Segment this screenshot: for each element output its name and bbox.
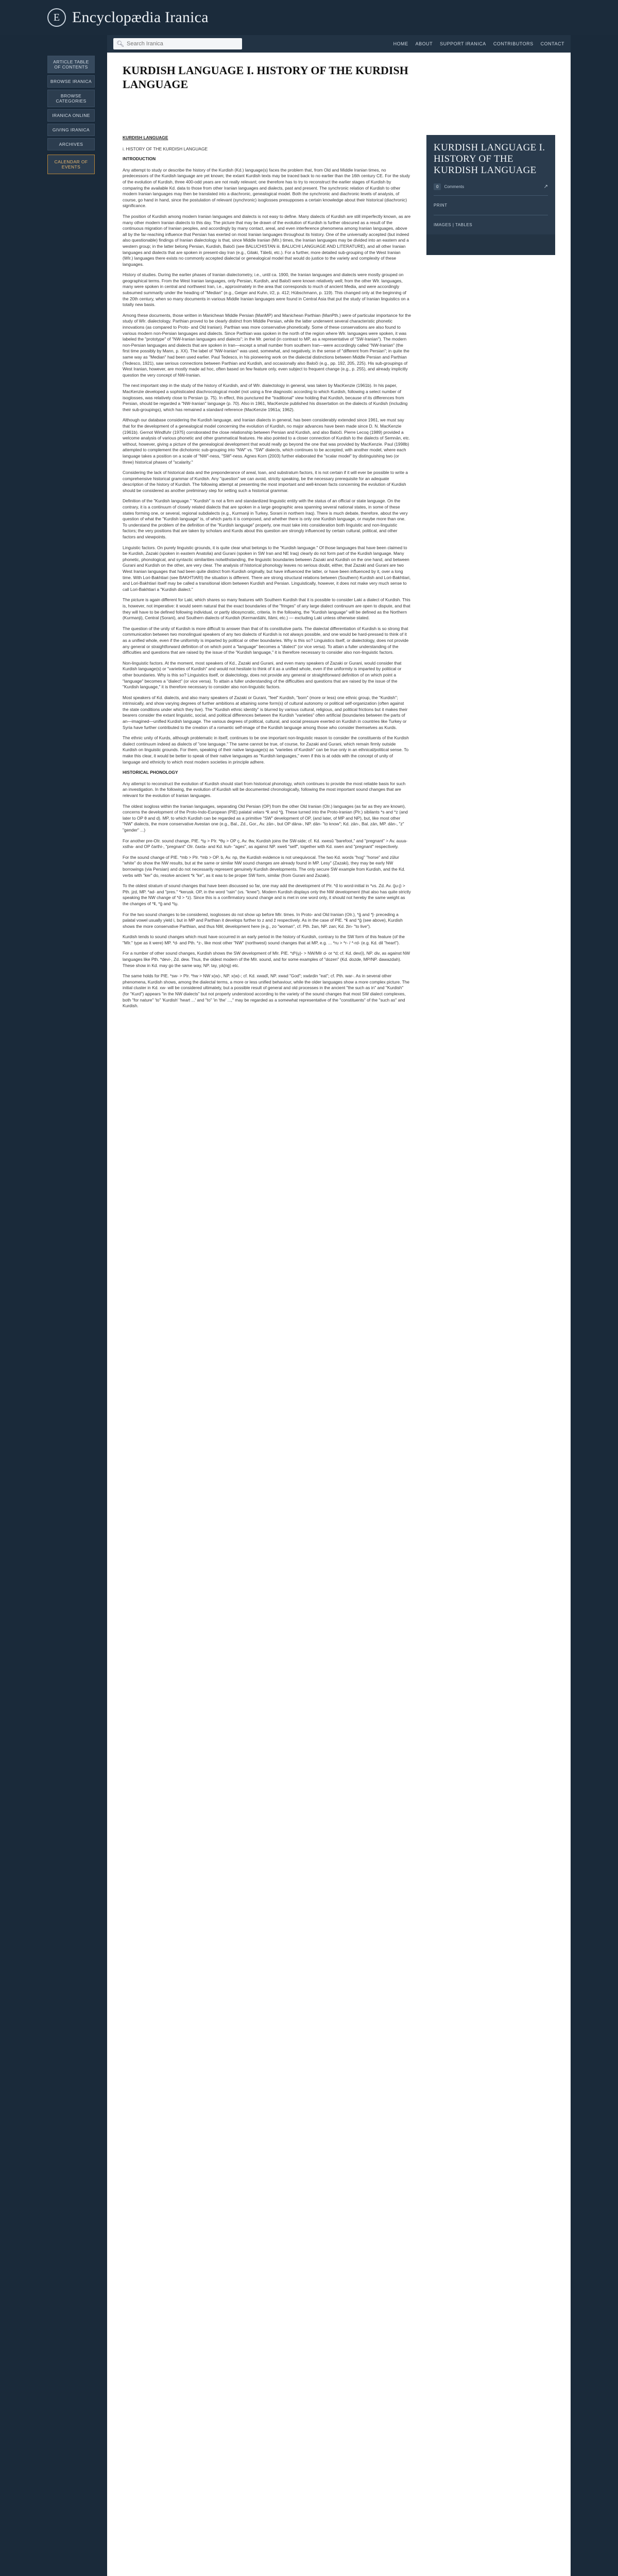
- article-paragraph: Among these documents, those written in Manichean Middle Persian (ManMP) and Manichean Parthian (ManPth.) were of particular importance for the study of WIr. dialectology. Parthian proved to be clearly distinct from Middle Persian, while the latter underwent several characteristic phonetic innovations (as compared to Proto- and Old Iranian). Parthian was more conservative phonetically. Some of these conservations are also found to various modern non-Persian languages and dialects. Since Parthian was spoken in the north of the region where WIr. languages were spoken, it was labeled the "prototype" of "NW-Iranian languages and dialects"; in the Mr. period (in contrast to MP, as a representative of "SW-Iranian"). The modern non-Persian languages and dialects that are spoken in Iran—except a small number from southern Iran—were accordingly called "NW-Iranian" (the first time possibly by Mann, p. XX). The label of "NW-Iranian" was used, somewhat, and negatively, in the sense of "different from Persian"; in quite the same way as "Median" had been used earlier. Paul Tedesco, in his pioneering work on the dialectal distinctions between Middle Persian and Parthian (Tedesco, 1921), saw serious connections between Parthian and Kurdish, and occasionally also Baloči (e.g., pp. 192, 205, 225). His sub-groupings of West Iranian, however, are mostly made ad hoc, often based on few feature only, even subject to frequent change (e.g., p. 255), and already implicitly question the very concept of NW-Iranian.: [123, 312, 411, 378]
- article-paragraph: The next important step in the study of the history of Kurdish, and of WIr. dialectology in general, was taken by MacKenzie (1961b). In his paper, MacKenzie developed a sophisticated diachrocological model (not using a fine diagnostic according to which Kurdish, following a select number of isoglosses, was relatively close to Persian (p. 75). In effect, this punctured the "traditional" view holding that Kurdish, because of its differences from Persian, should be regarded a "NW-Iranian" language (p. 70). Also in 1961, MacKenzie published his dissertation on the dialects of Kurdish (including their sub-groupings), which has remained a standard reference (MacKenzie 1961a; 1962).: [123, 383, 408, 412]
- article-paragraph: Non-linguistic factors. At the moment, most speakers of Kd., Zazaki and Gurani, and even many speakers of Zazaki or Gurani, would consider that Kurdish language(s) or "varieties of Kurdish" and would not hesitate to think of it as a unified whole, even if the uniformity is imparted by political or other boundaries. Why is this so? Linguistics itself, or dialectology, does not provide any general or straightforward definition of on which point a "language" becomes a "dialect" (or vice versa). To attain a fuller understanding of the difficulties and questions that are raised by the issue of the "Kurdish language," it is therefore necessary to consider also non-linguistic factors.: [123, 660, 402, 690]
- article-paragraph: Linguistic factors. On purely linguistic grounds, it is quite clear what belongs to the "Kurdish language." Of those languages that have been claimed to be Kurdish, Zazaki (spoken in eastern Anatolia) and Gurani (spoken in SW Iran and NE Iraq) clearly do not form part of the Kurdish language. Many phonetic, phonological, and syntactic similarities notwithstanding, the linguistic boundaries between Zazaki and Kurdish on the one hand, and between Gurani and Kurdish on the other, are very clear. The analysis of historical phonology leaves no serious doubt, either, that Zazaki and Gurani are two West Iranian languages that had been quite distinct from Kurdish originally, but have influenced the latter, or have been influenced by it, over a long time. With Lori-Bakhtiari (see BAKHTIARI) the situation is different. There are strong structural relations between (Southern) Kurdish and Lori-Bakhtiari, and Lori-Bakhtiari itself may be called a transitional idiom between Kurdish and Persian. Linguistically, however, it does not make very much sense to call Lori-Bakhtiari a "Kurdish dialect.": [123, 545, 411, 592]
- divider: [434, 195, 548, 196]
- left-sidebar: [47, 56, 95, 176]
- nav-link-contact[interactable]: CONTACT: [540, 41, 564, 46]
- article-paragraph: Kurdish tends to sound changes which must have occurred in an early period in the history of Kurdish, contrary to the SW form of this feature (of the "MIr." type as it were) MP. *d- and Pth. *z-, like most other "NW" (northwest) sound changes that at MP, e.g. ... *ru > *r- / *-rd- (e.g. Kd. dil "heart").: [123, 934, 405, 945]
- sidebar-item-archives[interactable]: ARCHIVES: [47, 138, 95, 150]
- article-paragraph: For another pre-OIr. sound change, PIE. *tu̯ > PIr. *θu̯ > OP ç, Av. θw, Kurdish joins the SW-side; cf. Kd. xwesû "barefoot," and "pregnant" > Av. auua- xstha- and OP čarthi-, "pregnant" OIr. čaxta- and Kd. kuh- "ages", as against NP. xweš "self", together with Kd. xwen and "pregnant" respectively.: [123, 838, 408, 850]
- nav-link-contributors[interactable]: CONTRIBUTORS: [493, 41, 534, 46]
- article-category-label[interactable]: KURDISH LANGUAGE: [123, 135, 168, 140]
- article-paragraph: Most speakers of Kd. dialects, and also many speakers of Zazaki or Gurani, "feel" Kurdish, "born" (more or less) one ethnic group, the "Kurdish"; intrinsically, and show varying degrees of further ambitions at attaining some form(s) of cultural autonomy or political self-organization (often against the state conditions under which they live). The "Kurdish ethnic identity" is blurred by various cultural, religious, and political frictions but it makes their bearers consider the extant linguistic, social, and political differences between the Kurdish "varieties" often artificial (boundaries between the parts of an—imagined—unified Kurdish language. The various degrees of political, cultural, and social pressure exerted on Kurdish in countries like Turkey or Syria have further contributed to the creation of a romantic self-image of the Kurdish language among those who consider themselves as Kurds.: [123, 694, 408, 730]
- article-paragraph: Any attempt to study or describe the history of the Kurdish (Kd.) language(s) faces the problem that, from Old and Middle Iranian times, no predecessors of the Kurdish language are yet known; the extant Kurdish texts may be traced back to no earlier than the 16th century CE. For the study of the evolution of Kurdish, three 400-odd years are not really relevant; one therefore has to try to reconstruct the earlier stages of Kurdish by comparing the available Kd. data to those from other Iranian languages and dialects, past and present. The synchronic relation of Kurdish to other modern Iranian languages may then be translated into a diachronic, genealogical model. Both the synchronic and diachronic levels of analysis, of course, go hand in hand, since the postulation of relevant (synchronic) isoglosses presupposes a certain knowledge about their historical (diachronic) significance.: [123, 167, 410, 209]
- section-heading-historical-phonology: HISTORICAL PHONOLOGY: [123, 770, 178, 775]
- share-icon[interactable]: ↗: [543, 183, 548, 190]
- article-section-title: i. HISTORY OF THE KURDISH LANGUAGE: [123, 146, 208, 151]
- aside-footer: [426, 234, 555, 255]
- main-content: [107, 53, 571, 2576]
- comment-count-badge[interactable]: 0: [434, 183, 441, 190]
- article-body: [123, 135, 411, 1014]
- images-tables-link[interactable]: IMAGES | TABLES: [434, 222, 473, 227]
- nav-link-about[interactable]: ABOUT: [415, 41, 433, 46]
- article-paragraph: Considering the lack of historical data and the preponderance of areal, loan, and substratum factors, it is not certain if it will ever be possible to write a comprehensive historical grammar of Kurdish. Any "question" we can avoid, strictly speaking, be the necessary prerequisite for an adequate description of the history of Kurdish. The following attempt at presenting the most important and well-known facts concerning the evolution of Kurdish should be considered as another preliminary step for setting such a historical grammar.: [123, 470, 408, 493]
- article-paragraph: For the two sound changes to be considered, isoglosses do not show up before MIr. times. In Proto- and Old Iranian (OIr.), *g̑ and *ǰ- preceding a palatal vowel usually yield i, but in MP and Parthian it develops further to z and ž respectively. As in the case of PIE. *k̑ and *g̑ (see above), Kurdish shows the more conservative Parthian, and thus NW, development here (e.g., zo "woman", cf. Pth. žan, NP. zan; Kd. žin- "to live").: [123, 911, 403, 929]
- article-paragraph: The same holds for PIE. *sw- > PIr. *hw > NW x(w)-, NP. x(w)-; cf. Kd. xwadî, NP. xwad "God"; xwārdin "eat"; cf. Pth. war-. As in several other phenomena, Kurdish shows, among the dialectal terms, a more or less unified behaviour, while the older languages show a more complex picture. The initial cluster in Kd. xw- will be considered ultimately, but a possible result of general and old processes in the ancient "the such as in" and "Kurdish" (for "Kurd") appears "in the NW dialects" but not properly understood according to the variety of the sound changes that most SW dialect complexes, both "for nature" 'to" 'Kurdish' 'heart ...' and "to" 'in 'the' ...," may be regarded as a somewhat representative of the "constituents" of the "such as" and Kurdish.: [123, 973, 410, 1009]
- site-title[interactable]: Encyclopædia Iranica: [72, 9, 209, 26]
- article-paragraph: Definition of the "Kurdish language." "Kurdish" is not a firm and standardized linguistic entity with the status of an official or state language. On the contrary, it is a continuum of closely related dialects that are spoken in a large geographic area spanning several national states, in some of these states forming one, or several, regional subdialects (e.g., Kurmanji in Turkey, Sorani in northern Iraq). There is much debate, therefore, about the very question of what the "Kurdish language" is, of which parts it is composed, and whether there is only one Kurdish language, or maybe more than one. To understand the problem of the definition of the "Kurdish language" properly, one must take into consideration both linguistic and non-linguistic factors; the very positions that are taken by scholars and Kurds about this question are strongly influenced by certain cultural, political, and other factors and viewpoints.: [123, 498, 408, 540]
- sidebar-item-browse-iranica[interactable]: BROWSE IRANICA: [47, 75, 95, 88]
- search-box[interactable]: [113, 38, 242, 49]
- nav-links: [393, 41, 564, 46]
- article-paragraph: The ethnic unity of Kurds, although problematic in itself, continues to be one important non-linguistic reason to consider the constituents of the Kurdish dialect continuum indeed as dialects of "one language." The same cannot be true, of course, for Zazaki and Gurani, which remain firmly outside Kurdish on linguistic grounds. For them, speaking of their native language(s) as "varieties of Kurdish" can be true only in an ethnical/political sense. To make this clear, it would be better to speak of their native languages as "Kurdish languages," even if this is at odds with the concept of unity of language and ethnicity to which most modern societies in principle adhere.: [123, 735, 409, 765]
- search-input[interactable]: [127, 41, 230, 47]
- top-navbar: [107, 35, 571, 53]
- aside-article-title: KURDISH LANGUAGE I. HISTORY OF THE KURDISH LANGUAGE: [434, 142, 545, 176]
- site-header: [0, 0, 618, 35]
- sidebar-item-giving-iranica[interactable]: GIVING IRANICA: [47, 124, 95, 136]
- sidebar-item-browse-categories[interactable]: BROWSE CATEGORIES: [47, 90, 95, 107]
- nav-link-support[interactable]: SUPPORT IRANICA: [440, 41, 486, 46]
- page-title: KURDISH LANGUAGE I. HISTORY OF THE KURDISH LANGUAGE: [123, 64, 408, 91]
- article-paragraph: Although our database considering the Kurdish language, and Iranian dialects in general, has been considerably extended since 1961, we must say that for the development of a genealogical model concerning the evolution of Kurdish, no major advances have been made since D. N. MacKenzie (1961b). Gernot Windfuhr (1975) corroborated the close relationship between Persian and Kurdish, and also Baloči. Pierre Lecoq (1989) provided a welcome analysis of various phonetic and other grammatical features. He also pointed to a closer connection of Kurdish to the dialects of Semnān, etc. without, however, giving a picture of the genealogical development that would really go beyond the one that was provided by MacKenzie. Paul (1998b) attempted to complement the dichotomic sub-grouping into "NW" vs. "SW" dialects, which continues to be accepted, with another model, where each language takes a position on a scale of "NW"-ness, "SW"-ness. Agnes Korn (2003) further elaborated the "scalar model" by distinguishing two (or three) historical phases of "scalarity.": [123, 417, 410, 465]
- article-paragraph: History of studies. During the earlier phases of Iranian dialectometry, i.e., until ca. 1900, the Iranian languages and dialects were mostly grouped on geographical terms. From the West Iranian languages, only Persian, Kurdish, and Baloči were known relatively well; from the other WIr. languages, many were spoken in central and northwest Iran, i.e., approximately in the area that corresponds to much of ancient Media, and were accordingly subsumed summarily under the heading of "Median" (e.g., Geiger and Kuhn, I/2, p. 412; Hübschmann, p. 119). This changed only at the beginning of the 20th century, when so many documents in various Middle Iranian languages were found in Central Asia that put the study of Iranian linguistics on a totally new basis.: [123, 272, 409, 308]
- section-heading-introduction: INTRODUCTION: [123, 156, 156, 162]
- search-icon[interactable]: 🔍︎: [116, 40, 125, 47]
- site-logo-icon[interactable]: E: [47, 8, 66, 27]
- article-paragraph: The question of the unity of Kurdish is more difficult to answer than that of its constitutive parts. The dialectal differentiation of Kurdish is so strong that communication between two monolingual speakers of any two dialects of Kurdish is not always possible, and one would be hard-pressed to think of it as a unified whole, even if the uniformity is imparted by political or other boundaries. Why is this so? Linguistics itself, or dialectology, does not provide any general or straightforward definition of on which point a "language" becomes a "dialect" (or vice versa). To attain a fuller understanding of the difficulties and questions that are raised by the issue of the "Kurdish language," it is therefore necessary to consider also non-linguistic factors.: [123, 625, 409, 655]
- sidebar-item-table-of-contents[interactable]: ARTICLE TABLE OF CONTENTS: [47, 56, 95, 73]
- article-info-panel: [426, 135, 555, 255]
- article-paragraph: To the oldest stratum of sound changes that have been discussed so far, one may add the development of PIr. *d́ to word-initial in *vs. Zd. Av. (ju-j) > Pth. jzd, MP. *ad- and "pres." *kerusk. OP, in the word "rain" (vs. "knee"). Modern Kurdish displays only the NW development (that also has quite strictly speaking the NW change of *d́ > *z). Since this is a confirmatory sound change and is met in one word only, it should not hereby the same weight as the changes of *k̑, *g̑ and *tu̯.: [123, 883, 411, 906]
- comments-label[interactable]: Comments: [444, 184, 465, 189]
- print-link[interactable]: PRINT: [434, 202, 448, 208]
- article-paragraph: For a number of other sound changes, Kurdish shows the SW development of MIr. PIE. *dʰ(u̯)- > NW/MIr d- or *d; cf. Kd. dev(i), NP. div, as against NW languages like Pth. *devi-, Zd. dew. Thus, the oldest modern of the MIr. sound, and for some examples of "dozen" (Kd. dozde, MP/NP. dawazdah). These show in Kd. may go the same way, NP. tay, yā(ng) etc.: [123, 951, 410, 968]
- calendar-of-events-button[interactable]: CALENDAR OF EVENTS: [47, 155, 95, 174]
- aside-meta-row: [434, 183, 548, 190]
- article-info-card: [426, 135, 555, 234]
- nav-link-home[interactable]: HOME: [393, 41, 408, 46]
- sidebar-item-iranica-online[interactable]: IRANICA ONLINE: [47, 109, 95, 122]
- article-paragraph: For the sound change of PIE. *mb > PIr. *mb > OP. b, Av. np, the Kurdish evidence is not unequivocal. The two Kd. words "hog" "horse" and zûlur "white" do show the NW results, but at the same or similar NW sound changes are already found in MP. Lesy" (Zazaki), they may be early NW borrowings (via Persian) and do not necessarily represent genuinely Kurdish developments. The only secure SW example from Kurdish, and the Kd. verbs with "ker" do, resolve ancient *k "ke", as it was to be proper SW form, similar (from Gurani and Zazaki).: [123, 854, 405, 878]
- article-paragraph: Any attempt to reconstruct the evolution of Kurdish should start from historical phonology, which continues to provide the most reliable basis for such an investigation. In the following, the evolution of Kurdish will be documented chronologically, following the most important sound changes that are relevant for the evolution of Iranian languages.: [123, 781, 406, 798]
- article-paragraph: The position of Kurdish among modern Iranian languages and dialects is not easy to define. Many dialects of Kurdish are still imperfectly known, as are many other modern Iranian dialects to this day. The picture that may be drawn of the evolution of Kurdish is further obscured as a result of the continuous migration of Iranian peoples, and accordingly by many contact, areal, and even interference phenomena among Iranian languages, above all by the far-reaching influence that Persian has exerted on most Iranian languages throughout its history. One of the universally accepted (but indeed also questionable) findings of Iranian dialectology is that, since Middle Iranian (MIr.) times, the Iranian languages may be divided into an eastern and a western group; in the latter belong Persian, Kurdish, Baloči (see BALUCHISTAN iii. BALUCHI LANGUAGE AND LITERATURE), and all other Iranian languages and dialects that are spoken in present-day Iran (e.g., Gilaki, Tāleši, etc.). For a further, more detailed sub-grouping of the West Iranian (WIr.) languages there exists no commonly accepted dialectal or genealogical model that would do justice to the variety and complexity of these languages.: [123, 213, 411, 267]
- article-paragraph: The oldest isogloss within the Iranian languages, separating Old Persian (OP) from the other Old Iranian (OIr.) languages (as far as they are known), concerns the development of the Proto-Indo-European (PIE) palatal velars *k̑ and *g̑. These turned into the Proto-Iranian (PIr.) sibilants *s and *z (and later to OP θ and d). MP, to which Kurdish can be regarded as a primitive "SW" development of OP, (and later, of MP and NP), but, like most other "NW" dialects, the more conservative Avestan one (e.g., Bal., Zd., Gor., Av. zān-, but OP dāna-, NP. dān- "to know"; Kd. zān-, Bal. zān, MP. dān-, "z" "gender" ...): [123, 803, 408, 833]
- article-paragraph: The picture is again different for Laki, which shares so many features with Southern Kurdish that it is possible to consider Laki a dialect of Kurdish. This is, however, not imperative: it would seem natural that the exact boundaries of the "fringes" of any large dialect continuum are open to dispute, and that they will have to be defined following individual, or partly idiosyncratic, criteria. In the following, the "Kurdish language" will be defined as the Northern (Kurmanji), Central (Sorani), and Southern dialects of Kurdish (Kermanšāhi, Ilāmi, etc.) — excluding Laki unless otherwise stated.: [123, 597, 410, 621]
